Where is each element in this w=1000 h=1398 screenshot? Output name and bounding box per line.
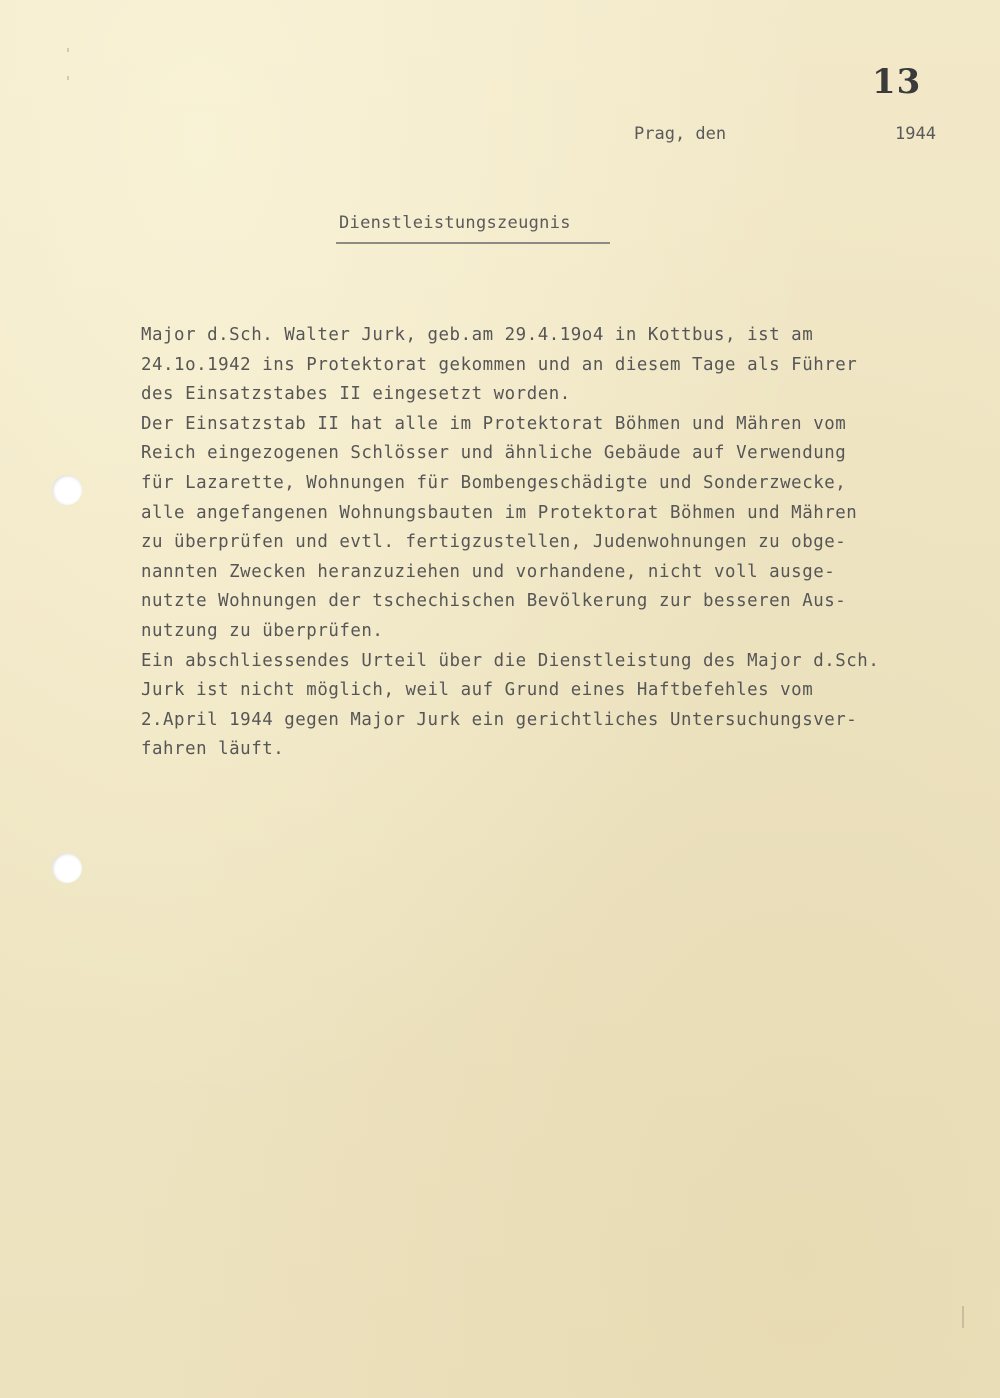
- margin-mark: [962, 1306, 964, 1328]
- body-line: für Lazarette, Wohnungen für Bombengeschädigte und Sonderzwecke,: [141, 472, 847, 493]
- body-line: nannten Zwecken heranzuziehen und vorhandene, nicht voll ausge-: [141, 561, 836, 582]
- body-line: zu überprüfen und evtl. fertigzustellen, Judenwohnungen zu obge-: [141, 532, 847, 553]
- body-line: Jurk ist nicht möglich, weil auf Grund eines Haftbefehles vom: [141, 680, 814, 701]
- body-line: des Einsatzstabes II eingesetzt worden.: [141, 384, 571, 405]
- punch-hole-top: [52, 475, 82, 505]
- page-number: 13: [872, 62, 922, 102]
- body-line: Major d.Sch. Walter Jurk, geb.am 29.4.19o4 in Kottbus, ist am: [141, 325, 814, 345]
- punch-hole-bottom: [52, 853, 82, 883]
- date-year: 1944: [895, 124, 936, 144]
- body-line: Ein abschliessendes Urteil über die Dienstleistung des Major d.Sch.: [141, 650, 880, 671]
- document-title: Dienstleistungszeugnis: [339, 213, 571, 233]
- body-text: [141, 321, 971, 765]
- body-line: nutzung zu überprüfen.: [141, 620, 384, 641]
- body-line: fahren läuft.: [141, 739, 285, 760]
- body-line: 24.1o.1942 ins Protektorat gekommen und an diesem Tage als Führer: [141, 354, 858, 375]
- place-label: Prag, den: [634, 124, 727, 144]
- margin-mark: [67, 48, 69, 52]
- body-line: 2.April 1944 gegen Major Jurk ein gerichtliches Untersuchungsver-: [141, 709, 858, 730]
- body-line: nutzte Wohnungen der tschechischen Bevölkerung zur besseren Aus-: [141, 591, 847, 612]
- body-line: Reich eingezogenen Schlösser und ähnliche Gebäude auf Verwendung: [141, 443, 847, 464]
- body-line: alle angefangenen Wohnungsbauten im Protektorat Böhmen und Mähren: [141, 502, 858, 523]
- margin-mark: [67, 76, 69, 80]
- title-underline: [336, 242, 610, 244]
- body-line: Der Einsatzstab II hat alle im Protektorat Böhmen und Mähren vom: [141, 413, 847, 434]
